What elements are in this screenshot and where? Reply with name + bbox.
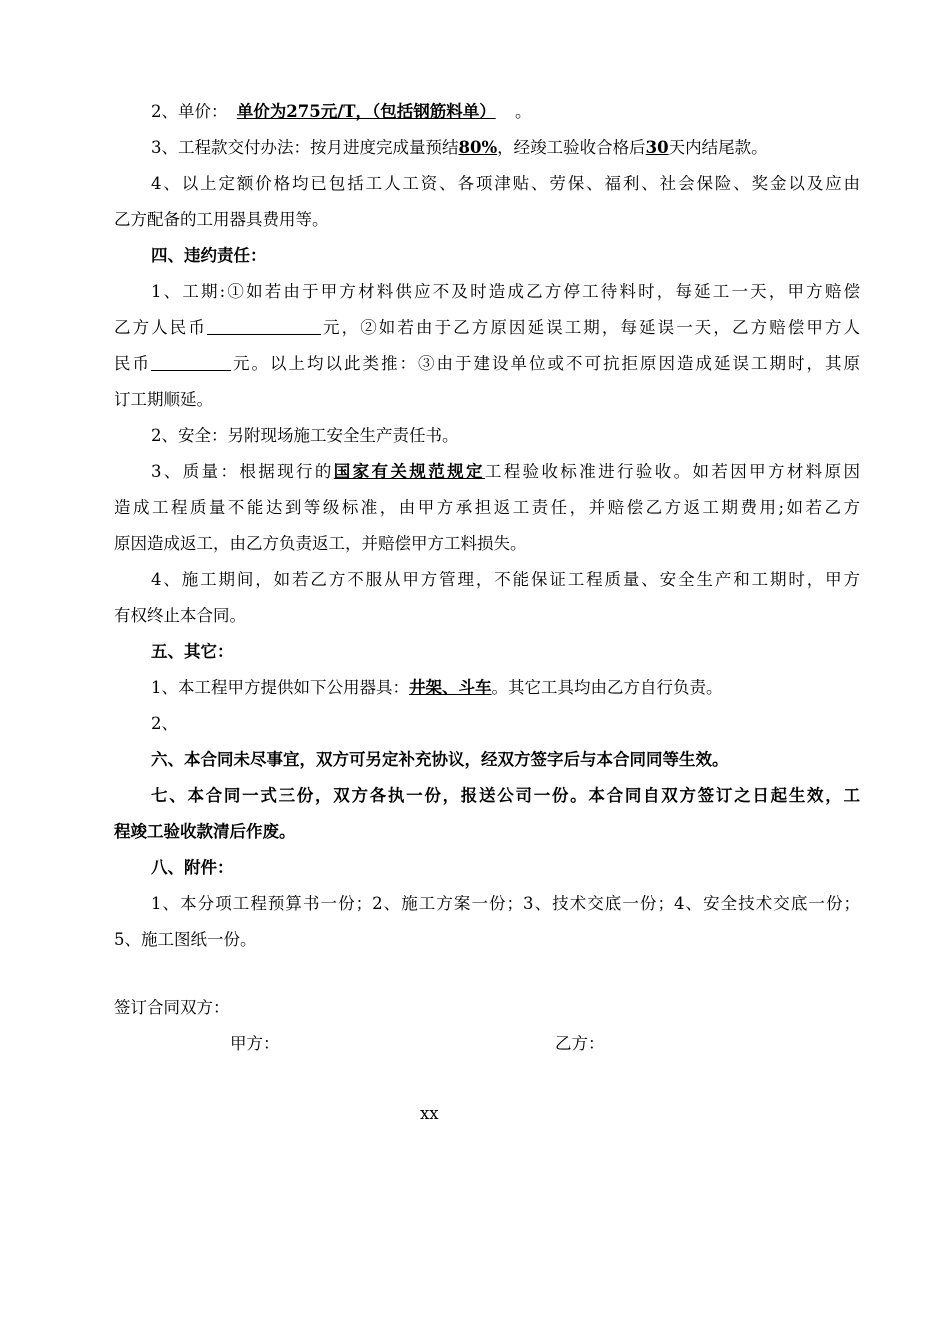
payment-percent: 80% [458, 138, 498, 157]
section-7-line2: 程竣工验收款清后作废。 [114, 822, 296, 841]
provided-tools: 井架、斗车 [409, 678, 492, 697]
period-clause-line3: 民币 元。以上均以此类推：③由于建设单位或不可抗拒原因造成延误工期时，其原 [114, 354, 860, 373]
section-4-heading: 四、违约责任： [151, 246, 267, 265]
other-item-2: 2、 [151, 714, 178, 733]
attachments-line1: 1、本分项工程预算书一份；2、施工方案一份；3、技术交底一份；4、安全技术交底一份； [151, 894, 860, 913]
tools-clause: 1、本工程甲方提供如下公用器具：井架、斗车。其它工具均由乙方自行负责。 [151, 678, 723, 697]
unit-price-clause: 2、单价： 单价为275元/T，（包括钢筋料单） 。 [151, 102, 532, 121]
period-clause-line2: 乙方人民币 元，②如若由于乙方原因延误工期，每延误一天，乙方赔偿甲方人 [114, 318, 861, 337]
section-7-line1: 七、本合同一式三份，双方各执一份，报送公司一份。本合同自双方签订之日起生效，工 [151, 786, 860, 805]
party-a-label: 甲方： [230, 1034, 280, 1053]
period-clause-line1: 1、工期:①如若由于甲方材料供应不及时造成乙方停工待料时，每延工一天，甲方赔偿 [151, 282, 860, 301]
termination-clause-line2: 有权终止本合同。 [114, 606, 246, 625]
section-6: 六、本合同未尽事宜，双方可另定补充协议，经双方签字后与本合同同等生效。 [151, 750, 729, 769]
quality-clause-line3: 原因造成返工，由乙方负责返工，并赔偿甲方工料损失。 [114, 534, 527, 553]
payment-days: 30 [645, 138, 669, 157]
party-b-label: 乙方： [555, 1034, 605, 1053]
quality-standard: 国家有关规范规定 [333, 462, 485, 481]
unit-price-value: 单价为275元/T，（包括钢筋料单） [236, 102, 496, 121]
attachments-line2: 5、施工图纸一份。 [114, 930, 257, 949]
termination-clause-line1: 4、施工期间，如若乙方不服从甲方管理，不能保证工程质量、安全生产和工期时，甲方 [151, 570, 860, 589]
page-footer: xx [420, 1104, 439, 1123]
amount-blank-2 [151, 354, 231, 371]
payment-clause: 3、工程款交付办法：按月进度完成量预结80%，经竣工验收合格后30天内结尾款。 [151, 138, 768, 157]
quota-clause-line2: 乙方配备的工用器具费用等。 [114, 210, 329, 229]
quota-clause-line1: 4、以上定额价格均已包括工人工资、各项津贴、劳保、福利、社会保险、奖金以及应由 [151, 174, 860, 193]
safety-clause: 2、安全：另附现场施工安全生产责任书。 [151, 426, 459, 445]
amount-blank-1 [207, 318, 321, 335]
section-5-heading: 五、其它： [151, 642, 234, 661]
quality-clause-line1: 3、质量：根据现行的国家有关规范规定工程验收标准进行验收。如若因甲方材料原因 [151, 462, 861, 481]
section-8-heading: 八、附件： [151, 858, 234, 877]
period-clause-line4: 订工期顺延。 [114, 390, 213, 409]
quality-clause-line2: 造成工程质量不能达到等级标准，由甲方承担返工责任，并赔偿乙方返工期费用;如若乙方 [114, 498, 860, 517]
signing-parties-title: 签订合同双方： [114, 998, 230, 1017]
